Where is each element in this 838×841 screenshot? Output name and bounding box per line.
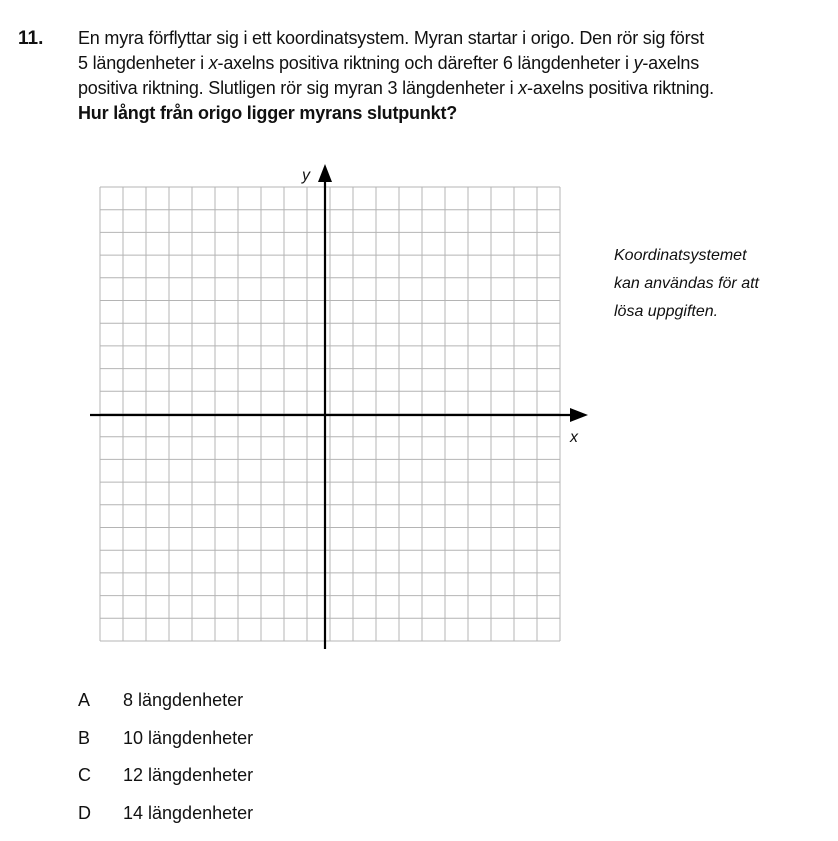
- x-axis-arrow: [570, 408, 588, 422]
- hint-text: [614, 242, 814, 326]
- answer-option-b[interactable]: [78, 720, 253, 758]
- answer-letter: D: [78, 802, 91, 823]
- answer-letter: A: [78, 690, 91, 711]
- question-line-2: 5 längdenheter i x-axelns positiva riktning och därefter 6 längdenheter i y-axelns: [78, 53, 700, 73]
- y-axis-arrow: [318, 164, 332, 182]
- y-axis-label: y: [302, 167, 310, 184]
- answer-text: 10 längdenheter: [123, 727, 254, 748]
- hint-line-1: Koordinatsystemet: [614, 247, 747, 264]
- answer-text: 8 längdenheter: [123, 690, 244, 711]
- answer-text: 12 längdenheter: [123, 765, 254, 786]
- question-prompt: Hur långt från origo ligger myrans slutpunkt?: [78, 103, 458, 123]
- answer-letter: C: [78, 765, 91, 786]
- x-axis-label: x: [570, 429, 578, 446]
- answer-letter: B: [78, 727, 91, 748]
- hint-line-2: kan användas för att: [614, 275, 759, 292]
- answer-text: 14 längdenheter: [123, 802, 254, 823]
- answer-option-a[interactable]: [78, 682, 253, 720]
- question-number: 11.: [18, 28, 44, 49]
- question-line-3: positiva riktning. Slutligen rör sig myran 3 längdenheter i x-axelns positiva riktning.: [78, 78, 714, 98]
- question-line-1: En myra förflyttar sig i ett koordinatsystem. Myran startar i origo. Den rör sig först: [78, 28, 705, 48]
- answer-option-d[interactable]: [78, 795, 253, 833]
- answer-options: [78, 682, 253, 832]
- hint-line-3: lösa uppgiften.: [614, 303, 719, 320]
- answer-option-c[interactable]: [78, 757, 253, 795]
